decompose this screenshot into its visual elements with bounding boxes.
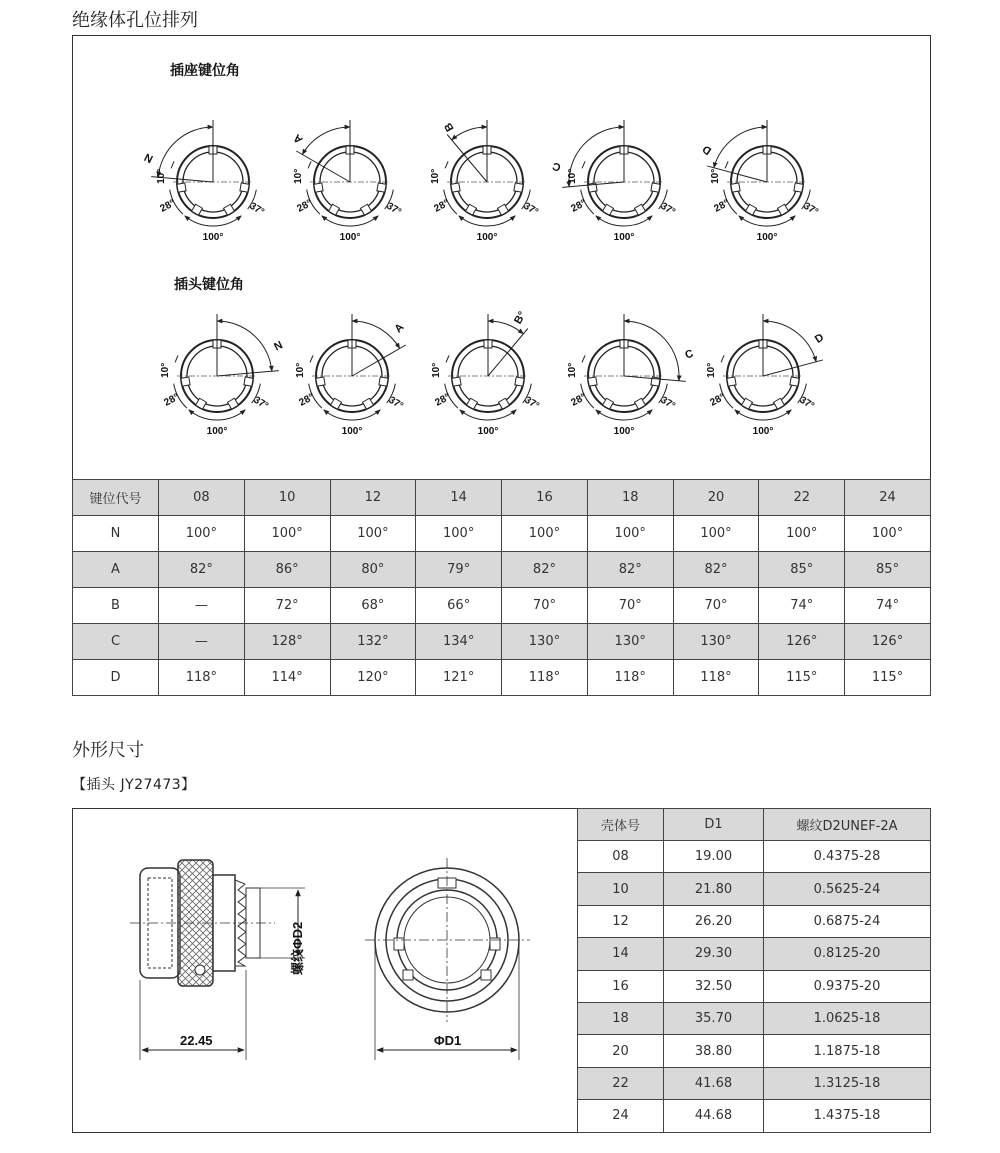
angle-10-label: 10° (430, 362, 442, 378)
dim-table-row (578, 938, 931, 970)
plug-outline-drawing (0, 800, 580, 1140)
key-angle-cell: 100° (159, 516, 245, 552)
dim-table-row (578, 873, 931, 905)
angle-100-label: 100° (613, 232, 635, 243)
angle-28-label: 28° (569, 197, 588, 215)
angle-10-label: 10° (292, 168, 304, 184)
plug-key-label: C (683, 347, 696, 362)
key-table-header-label: 键位代号 (73, 480, 159, 516)
key-angle-cell: 121° (416, 660, 502, 696)
angle-28-label: 28° (708, 391, 727, 409)
thread-cell: 0.6875-24 (764, 905, 931, 937)
plug-key-label: D (812, 331, 827, 346)
plug-key-angle-label: 插头键位角 (174, 277, 244, 293)
key-angle-cell: 132° (330, 624, 416, 660)
key-angle-cell: — (159, 624, 245, 660)
socket-diagram (700, 120, 820, 243)
angle-10-label: 10° (429, 168, 441, 184)
socket-key-label: C (551, 159, 563, 174)
key-angle-cell: 82° (159, 552, 245, 588)
angle-37-label: 37° (522, 394, 542, 413)
key-angle-cell: 74° (759, 588, 845, 624)
key-table-header-row (73, 480, 931, 516)
angle-100-label: 100° (752, 426, 774, 437)
angle-10-label: 10° (709, 168, 721, 184)
dim-table-row (578, 970, 931, 1002)
d1-dimension-label: ΦD1 (434, 1033, 462, 1048)
key-angle-cell: 115° (759, 660, 845, 696)
angle-100-label: 100° (476, 232, 498, 243)
shell-size-cell: 24 (578, 1100, 664, 1132)
d1-cell: 32.50 (664, 970, 764, 1002)
angle-37-label: 37° (247, 200, 267, 219)
key-angle-cell: 118° (673, 660, 759, 696)
thread-cell: 1.1875-18 (764, 1035, 931, 1067)
plug-model-subtitle: 【插头 JY27473】 (72, 777, 196, 793)
angle-37-label: 37° (801, 200, 821, 219)
dim-table-header-row (578, 809, 931, 841)
d1-cell: 21.80 (664, 873, 764, 905)
key-angle-cell: 134° (416, 624, 502, 660)
angle-10-label: 10° (155, 168, 167, 184)
thread-dimension-label: 螺纹ΦD2 (290, 921, 305, 975)
socket-key-label: B (442, 120, 457, 134)
dim-table-row (578, 1067, 931, 1099)
key-table-size: 14 (416, 480, 502, 516)
shell-size-cell: 22 (578, 1067, 664, 1099)
key-angle-cell: 120° (330, 660, 416, 696)
key-code-cell: D (73, 660, 159, 696)
dim-header-d1: D1 (664, 809, 764, 841)
key-angle-cell: 72° (244, 588, 330, 624)
key-angle-cell: 100° (244, 516, 330, 552)
plug-key-label: B° (512, 309, 529, 327)
socket-key-label: N (142, 150, 156, 165)
key-angle-cell: 114° (244, 660, 330, 696)
key-angle-cell: 82° (587, 552, 673, 588)
plug-diagram (706, 314, 826, 437)
key-angle-cell: 126° (759, 624, 845, 660)
angle-100-label: 100° (756, 232, 778, 243)
plug-side-view (130, 860, 305, 1060)
thread-cell: 0.5625-24 (764, 873, 931, 905)
thread-cell: 0.4375-28 (764, 841, 931, 873)
key-angle-cell: 130° (587, 624, 673, 660)
shell-size-cell: 08 (578, 841, 664, 873)
thread-cell: 0.9375-20 (764, 970, 931, 1002)
angle-28-label: 28° (569, 391, 588, 409)
dim-table-row (578, 1002, 931, 1034)
key-angle-cell: 74° (845, 588, 931, 624)
key-code-cell: C (73, 624, 159, 660)
key-angle-cell: 100° (845, 516, 931, 552)
key-code-cell: B (73, 588, 159, 624)
key-table-row (73, 516, 931, 552)
key-angle-cell: 100° (330, 516, 416, 552)
angle-100-label: 100° (477, 426, 499, 437)
length-dimension-label: 22.45 (180, 1033, 213, 1048)
angle-37-label: 37° (521, 200, 541, 219)
angle-28-label: 28° (295, 197, 314, 215)
key-angle-cell: 115° (845, 660, 931, 696)
d1-cell: 38.80 (664, 1035, 764, 1067)
key-angle-cell: 118° (159, 660, 245, 696)
key-angle-cell: 130° (673, 624, 759, 660)
d1-cell: 41.68 (664, 1067, 764, 1099)
angle-10-label: 10° (159, 362, 171, 378)
key-code-cell: A (73, 552, 159, 588)
key-angle-cell: 100° (416, 516, 502, 552)
plug-diagram (160, 314, 285, 437)
key-table-row (73, 660, 931, 696)
key-table-size: 08 (159, 480, 245, 516)
d1-cell: 35.70 (664, 1002, 764, 1034)
key-angle-cell: 100° (502, 516, 588, 552)
angle-28-label: 28° (158, 197, 177, 215)
key-code-cell: N (73, 516, 159, 552)
angle-10-label: 10° (566, 362, 578, 378)
shell-dimension-table (577, 808, 931, 1133)
angle-37-label: 37° (658, 200, 678, 219)
angle-28-label: 28° (712, 197, 731, 215)
plug-diagram (295, 314, 407, 437)
key-table-row (73, 552, 931, 588)
key-angle-cell: 100° (673, 516, 759, 552)
key-angle-cell: 70° (502, 588, 588, 624)
key-angle-cell: 82° (673, 552, 759, 588)
plug-key-label: N (272, 339, 285, 354)
socket-diagram (143, 120, 266, 243)
plug-diagram (567, 314, 695, 437)
key-table-row (73, 624, 931, 660)
key-angle-cell: — (159, 588, 245, 624)
angle-28-label: 28° (297, 391, 316, 409)
key-angle-cell: 80° (330, 552, 416, 588)
d1-cell: 26.20 (664, 905, 764, 937)
key-table-size: 12 (330, 480, 416, 516)
socket-diagram (291, 120, 403, 243)
key-table-row (73, 588, 931, 624)
angle-100-label: 100° (206, 426, 228, 437)
key-angle-cell: 68° (330, 588, 416, 624)
dim-table-row (578, 905, 931, 937)
angle-37-label: 37° (251, 394, 271, 413)
key-angle-table (72, 479, 931, 696)
angle-37-label: 37° (384, 200, 404, 219)
shell-size-cell: 10 (578, 873, 664, 905)
socket-key-label: D (700, 142, 714, 157)
shell-size-cell: 16 (578, 970, 664, 1002)
angle-100-label: 100° (341, 426, 363, 437)
shell-size-cell: 18 (578, 1002, 664, 1034)
angle-37-label: 37° (658, 394, 678, 413)
dim-header-shell: 壳体号 (578, 809, 664, 841)
d1-cell: 29.30 (664, 938, 764, 970)
plug-key-label: A (392, 321, 407, 336)
key-angle-cell: 128° (244, 624, 330, 660)
angle-37-label: 37° (797, 394, 817, 413)
thread-cell: 1.0625-18 (764, 1002, 931, 1034)
section-title-outline-dimensions: 外形尺寸 (72, 740, 144, 761)
key-table-size: 16 (502, 480, 588, 516)
d1-cell: 19.00 (664, 841, 764, 873)
key-table-size: 20 (673, 480, 759, 516)
key-angle-cell: 70° (673, 588, 759, 624)
thread-cell: 1.3125-18 (764, 1067, 931, 1099)
plug-diagram (431, 310, 541, 437)
angle-10-label: 10° (566, 168, 578, 184)
angle-28-label: 28° (162, 391, 181, 409)
key-angle-cell: 100° (587, 516, 673, 552)
key-angle-diagrams (0, 0, 1000, 480)
key-table-size: 22 (759, 480, 845, 516)
key-angle-cell: 85° (845, 552, 931, 588)
angle-100-label: 100° (339, 232, 361, 243)
angle-28-label: 28° (432, 197, 451, 215)
angle-10-label: 10° (705, 362, 717, 378)
key-angle-cell: 70° (587, 588, 673, 624)
thread-cell: 1.4375-18 (764, 1100, 931, 1132)
dim-table-row (578, 1035, 931, 1067)
angle-10-label: 10° (294, 362, 306, 378)
dim-header-thread: 螺纹D2UNEF-2A (764, 809, 931, 841)
key-table-size: 18 (587, 480, 673, 516)
shell-size-cell: 12 (578, 905, 664, 937)
key-angle-cell: 66° (416, 588, 502, 624)
key-angle-cell: 118° (587, 660, 673, 696)
socket-diagram (430, 120, 540, 243)
key-angle-cell: 130° (502, 624, 588, 660)
plug-front-view (365, 858, 530, 1060)
key-table-size: 10 (244, 480, 330, 516)
angle-100-label: 100° (613, 426, 635, 437)
dim-table-row (578, 1100, 931, 1132)
key-angle-cell: 100° (759, 516, 845, 552)
section-title-insert-arrangement: 绝缘体孔位排列 (72, 10, 198, 31)
shell-size-cell: 14 (578, 938, 664, 970)
thread-cell: 0.8125-20 (764, 938, 931, 970)
key-angle-cell: 86° (244, 552, 330, 588)
key-angle-cell: 82° (502, 552, 588, 588)
socket-key-label: A (291, 131, 306, 146)
angle-28-label: 28° (433, 391, 452, 409)
key-angle-cell: 85° (759, 552, 845, 588)
key-angle-cell: 118° (502, 660, 588, 696)
key-angle-cell: 126° (845, 624, 931, 660)
shell-size-cell: 20 (578, 1035, 664, 1067)
socket-key-angle-label: 插座键位角 (170, 63, 240, 79)
d1-cell: 44.68 (664, 1100, 764, 1132)
key-angle-cell: 79° (416, 552, 502, 588)
dim-table-row (578, 841, 931, 873)
key-table-size: 24 (845, 480, 931, 516)
angle-37-label: 37° (386, 394, 406, 413)
socket-diagram (551, 120, 677, 243)
angle-100-label: 100° (202, 232, 224, 243)
